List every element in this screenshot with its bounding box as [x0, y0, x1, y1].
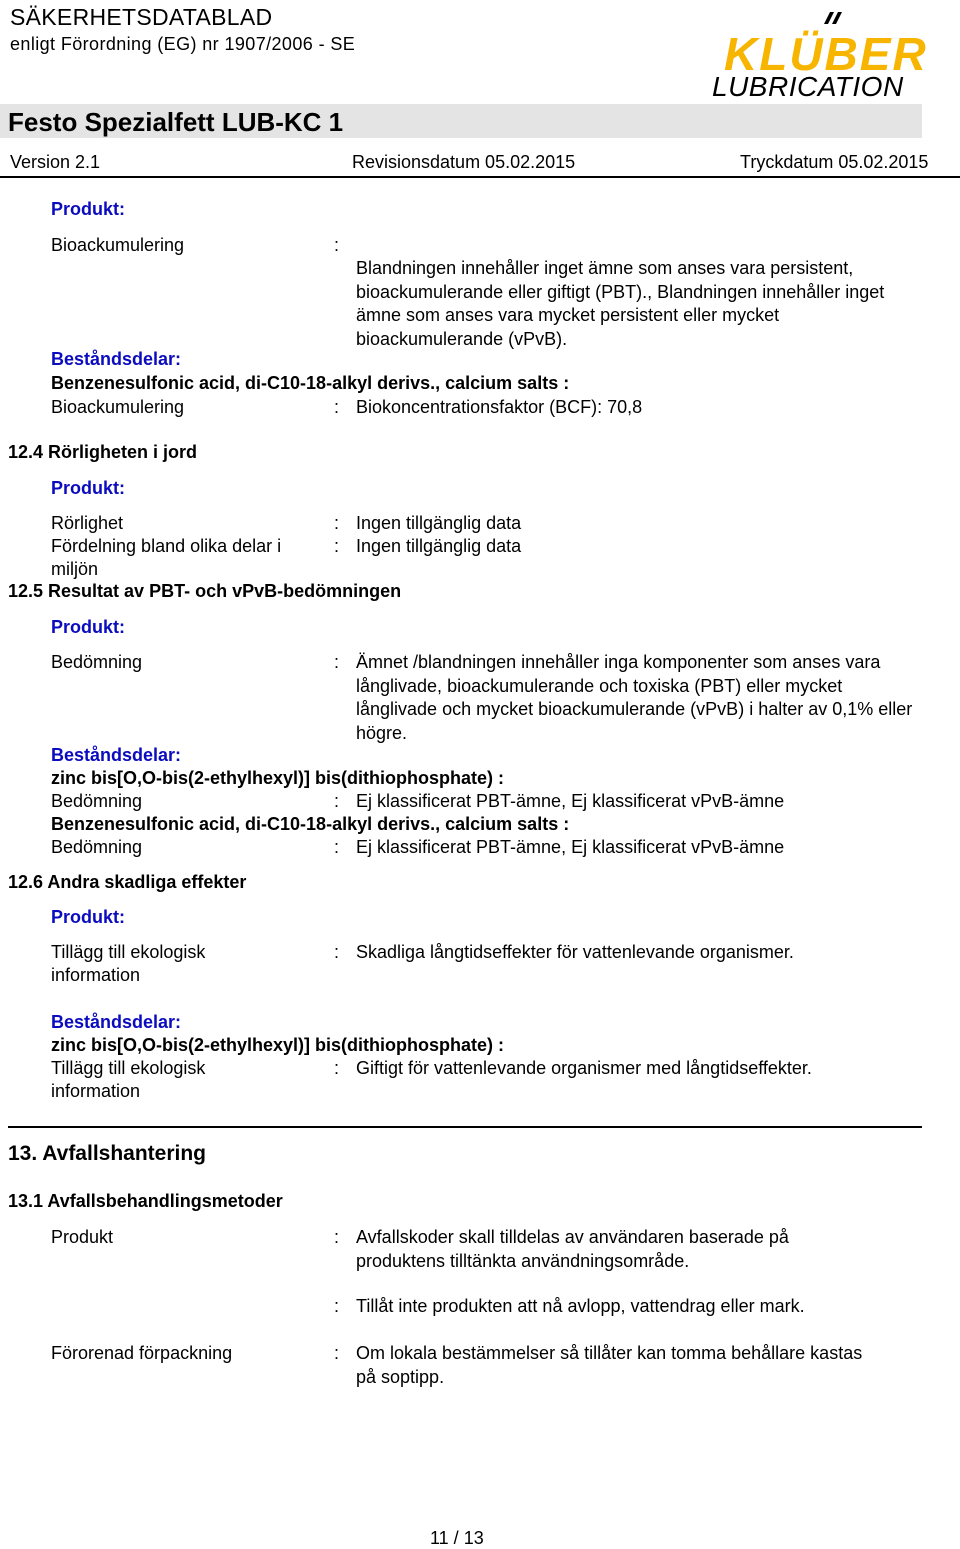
page-number: 11 / 13: [430, 1528, 484, 1548]
field-colon: :: [334, 1343, 340, 1363]
component-bioaccumulation-value: Biokoncentrationsfaktor (BCF): 70,8: [356, 397, 643, 417]
product-heading: Produkt:: [51, 478, 125, 498]
svg-text:KLÜBER: KLÜBER: [724, 28, 928, 80]
section-12-6-title: 12.6 Andra skadliga effekter: [8, 872, 247, 892]
component-name: zinc bis[O,O-bis(2-ethylhexyl)] bis(dithiophosphate) :: [51, 768, 505, 788]
bioaccumulation-label: Bioackumulering: [51, 235, 185, 255]
distribution-label: Fördelning bland olika delar i miljön: [51, 536, 282, 579]
component-assessment-label: Bedömning: [51, 791, 143, 811]
bioaccumulation-value: Blandningen innehåller inget ämne som anses vara persistent, bioackumulerande eller giftigt (PBT)., Blandningen innehåller inget ämne som anses vara mycket persistent eller mycket bioackumulerande (vPvB).: [356, 258, 885, 349]
component-bioaccumulation-label: Bioackumulering: [51, 397, 185, 417]
mobility-value: Ingen tillgänglig data: [356, 513, 522, 533]
section-13-title: 13. Avfallshantering: [8, 1142, 207, 1165]
mobility-label: Rörlighet: [51, 513, 124, 533]
ecological-info-label: Tillägg till ekologisk information: [51, 942, 206, 985]
svg-text:LUBRICATION: LUBRICATION: [712, 71, 904, 100]
field-colon: :: [334, 1296, 340, 1316]
component-name: Benzenesulfonic acid, di-C10-18-alkyl derivs., calcium salts :: [51, 373, 570, 393]
ecological-info-value: Skadliga långtidseffekter för vattenlevande organismer.: [356, 942, 794, 962]
field-colon: :: [334, 397, 340, 417]
field-colon: :: [334, 1227, 340, 1247]
component-name: zinc bis[O,O-bis(2-ethylhexyl)] bis(dithiophosphate) :: [51, 1035, 505, 1055]
field-colon: :: [334, 1058, 340, 1078]
version: Version 2.1: [10, 152, 101, 172]
section-divider: [8, 1126, 922, 1128]
component-assessment-label: Bedömning: [51, 837, 143, 857]
document-title: SÄKERHETSDATABLAD: [10, 4, 273, 30]
field-colon: :: [334, 652, 340, 672]
section-12-4-title: 12.4 Rörligheten i jord: [8, 442, 198, 462]
field-colon: :: [334, 791, 340, 811]
component-name: Benzenesulfonic acid, di-C10-18-alkyl derivs., calcium salts :: [51, 814, 570, 834]
field-colon: :: [334, 235, 340, 255]
field-colon: :: [334, 837, 340, 857]
waste-product-label: Produkt: [51, 1227, 114, 1247]
component-assessment-value: Ej klassificerat PBT-ämne, Ej klassificerat vPvB-ämne: [356, 791, 785, 811]
section-13-1-title: 13.1 Avfallsbehandlingsmetoder: [8, 1191, 283, 1211]
field-colon: :: [334, 513, 340, 533]
waste-product-value: Avfallskoder skall tilldelas av användaren baserade på produktens tilltänkta användningsområde.: [356, 1227, 789, 1271]
component-ecological-info-label: Tillägg till ekologisk information: [51, 1058, 206, 1101]
revision-date: Revisionsdatum 05.02.2015: [352, 152, 576, 172]
product-name: Festo Spezialfett LUB-KC 1: [8, 107, 344, 137]
components-heading: Beståndsdelar:: [51, 745, 182, 765]
section-12-5-title: 12.5 Resultat av PBT- och vPvB-bedömningen: [8, 581, 402, 601]
print-date: Tryckdatum 05.02.2015: [740, 152, 929, 172]
product-heading: Produkt:: [51, 617, 125, 637]
version-row: [10, 150, 954, 174]
assessment-label: Bedömning: [51, 652, 143, 672]
field-colon: :: [334, 536, 340, 556]
component-assessment-value: Ej klassificerat PBT-ämne, Ej klassificerat vPvB-ämne: [356, 837, 785, 857]
assessment-value: Ämnet /blandningen innehåller inga komponenter som anses vara långlivade, bioackumulerande och toxiska (PBT) eller mycket långlivade och mycket bioackumulerande (vPvB) i halter av 0,1% eller högre.: [356, 652, 913, 743]
contaminated-packaging-value: Om lokala bestämmelser så tillåter kan tomma behållare kastas på soptipp.: [356, 1343, 863, 1387]
waste-product-value-2: Tillåt inte produkten att nå avlopp, vattendrag eller mark.: [356, 1296, 805, 1316]
components-heading: Beståndsdelar:: [51, 1012, 182, 1032]
distribution-value: Ingen tillgänglig data: [356, 536, 522, 556]
product-heading: Produkt:: [51, 199, 125, 219]
product-heading: Produkt:: [51, 907, 125, 927]
field-colon: :: [334, 942, 340, 962]
kluber-lubrication-logo: [704, 10, 948, 100]
header-divider: [0, 176, 960, 178]
components-heading: Beståndsdelar:: [51, 349, 182, 369]
contaminated-packaging-label: Förorenad förpackning: [51, 1343, 233, 1363]
component-ecological-info-value: Giftigt för vattenlevande organismer med långtidseffekter.: [356, 1058, 812, 1078]
regulation-reference: enligt Förordning (EG) nr 1907/2006 - SE: [10, 34, 356, 54]
